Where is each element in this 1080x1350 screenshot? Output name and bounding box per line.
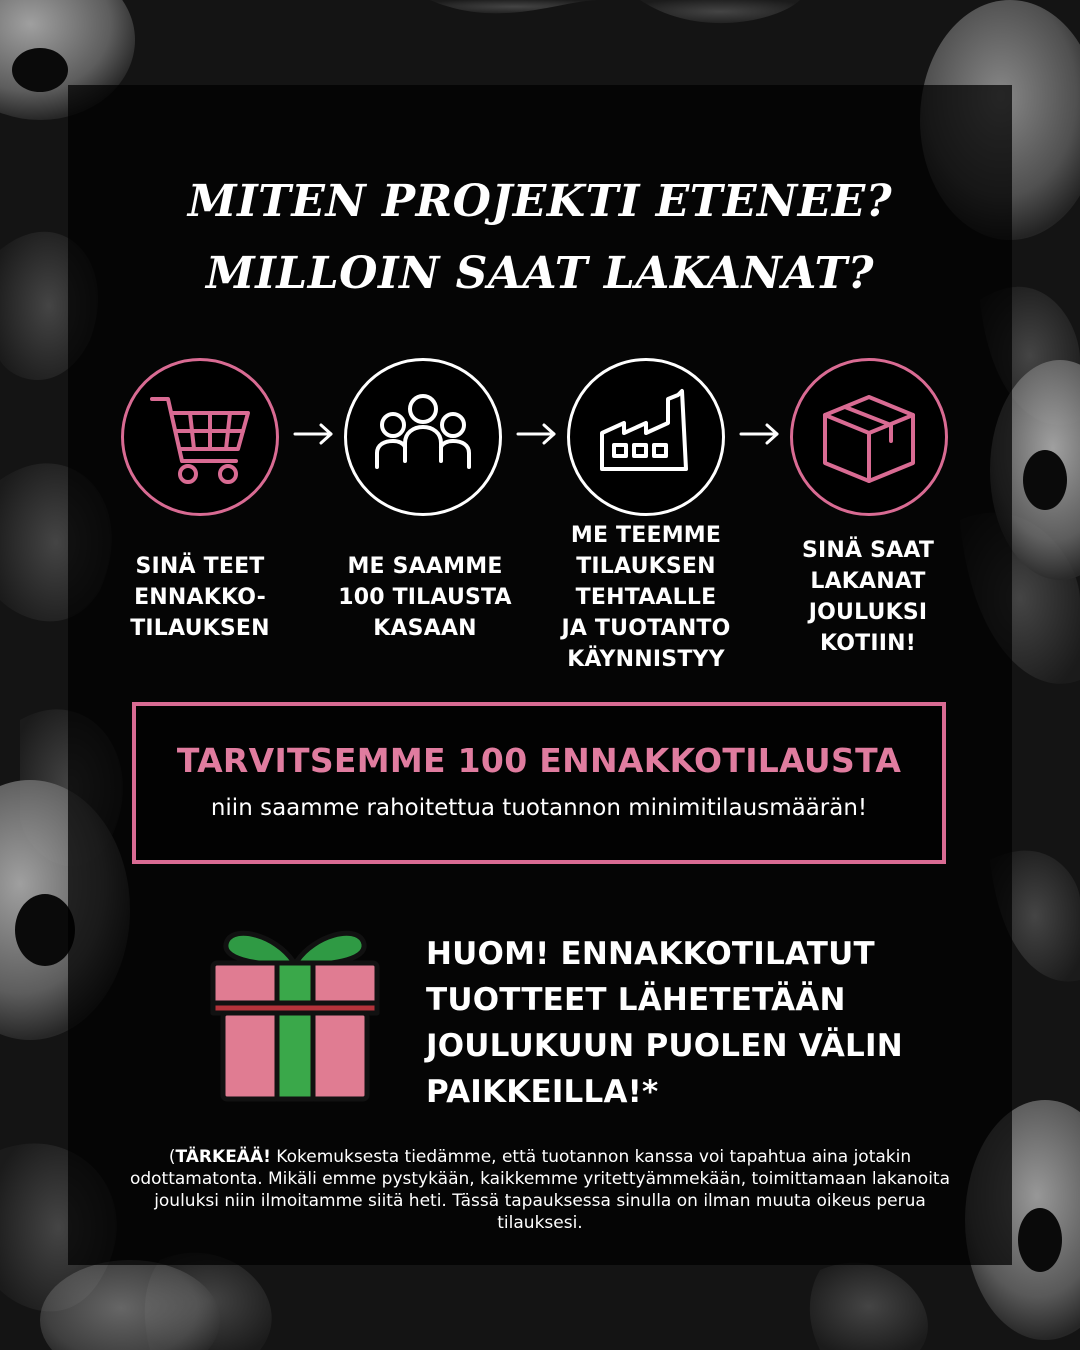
step-4-circle (790, 358, 948, 516)
step-2-label: ME SAAMME 100 TILAUSTA KASAAN (338, 554, 512, 641)
disclaimer-text (120, 1146, 960, 1234)
page-title-line-1: MITEN PROJEKTI ETENEE? (187, 176, 893, 227)
goal-title: TARVITSEMME 100 ENNAKKOTILAUSTA (176, 741, 902, 780)
factory-icon (570, 361, 722, 513)
step-3-circle (567, 358, 725, 516)
goal-callout-box (132, 702, 946, 864)
shopping-cart-icon (124, 361, 276, 513)
gift-box-icon (205, 915, 385, 1105)
step-1-circle (121, 358, 279, 516)
disclaimer-lead: TÄRKEÄÄ! (175, 1147, 271, 1167)
step-4-label: SINÄ SAAT LAKANAT JOULUKSI KOTIIN! (801, 538, 935, 656)
page-title-line-2: MILLOIN SAAT LAKANAT? (206, 248, 874, 299)
arrow-right-icon (739, 422, 783, 446)
disclaimer-open-paren: ( (168, 1147, 176, 1167)
step-3-label: ME TEEMME TILAUKSEN TEHTAALLE JA TUOTANTO KÄYNNISTYY (561, 523, 731, 672)
people-group-icon (347, 361, 499, 513)
step-1-label: SINÄ TEET ENNAKKO- TILAUKSEN (130, 554, 270, 641)
step-2-circle (344, 358, 502, 516)
shipping-note-lead: HUOM! (426, 936, 550, 972)
disclaimer-body: Kokemuksesta tiedämme, että tuotannon kanssa voi tapahtua aina jotakin odottamatonta. Mikäli emme pystykään, kaikkemme yritettyämmekään, toimittamaan lakanoita jouluksi niin ilmoitamme siitä heti. Tässä tapauksessa sinulla on ilman muuta oikeus perua tilauksesi. (129, 1147, 951, 1233)
goal-subtitle: niin saamme rahoitettua tuotannon minimitilausmäärän! (210, 795, 868, 821)
arrow-right-icon (516, 422, 560, 446)
package-box-icon (793, 361, 945, 513)
shipping-note (426, 931, 986, 1115)
arrow-right-icon (293, 422, 337, 446)
shipping-note-text: ENNAKKOTILATUT TUOTTEET LÄHETETÄÄN JOULUKUUN PUOLEN VÄLIN PAIKKEILLA!* (426, 936, 903, 1110)
